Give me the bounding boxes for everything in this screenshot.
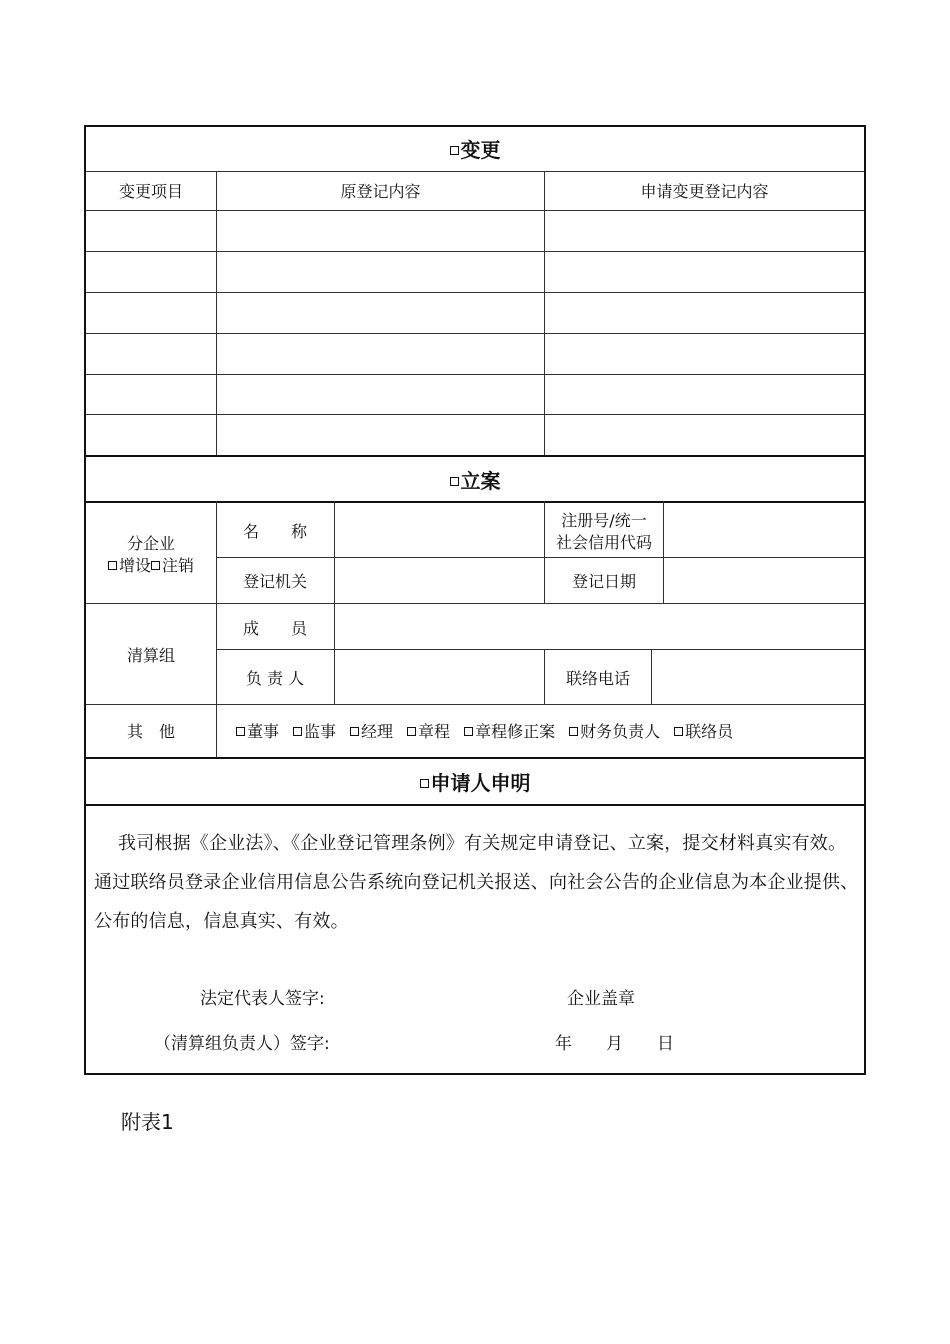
section-statement-title-text: 申请人申明 <box>430 771 531 795</box>
statement-text: 我司根据《企业法》、《企业登记管理条例》有关规定申请登记、立案，提交材料真实有效。通过联络员登录企业信用信息公告系统向登记机关报送、向社会公告的企业信息为本企业提供、公布的信息，信息真实、有效。 <box>94 833 859 932</box>
liaison-label: 联络员 <box>685 722 734 741</box>
finance-head-checkbox[interactable] <box>569 727 578 736</box>
section-filing-title-text: 立案 <box>460 469 501 493</box>
liaison-checkbox[interactable] <box>674 727 683 736</box>
liquidation-head-sign-label: （清算组负责人）签字: <box>154 1034 330 1054</box>
other-option-liaison[interactable] <box>674 722 733 741</box>
supervisor-checkbox[interactable] <box>293 727 302 736</box>
phone-label: 联络电话 <box>565 669 630 688</box>
supervisor-label: 监事 <box>304 722 337 741</box>
legal-rep-sign-label: 法定代表人签字: <box>200 989 325 1009</box>
other-options <box>236 721 747 743</box>
other-option-manager[interactable] <box>350 722 393 741</box>
change-row[interactable] <box>217 415 864 455</box>
sign-date-label: 年 月 日 <box>555 1034 674 1054</box>
reg-date-field[interactable] <box>664 558 864 603</box>
statement-checkbox[interactable] <box>420 779 429 788</box>
head-field[interactable] <box>335 650 544 703</box>
phone-field[interactable] <box>652 650 864 703</box>
branch-name-field[interactable] <box>335 502 544 557</box>
members-label: 成 员 <box>242 619 307 638</box>
header-change-item: 变更项目 <box>118 182 183 201</box>
charter-checkbox[interactable] <box>407 727 416 736</box>
seal-label: 企业盖章 <box>567 989 635 1009</box>
other-option-finance-head[interactable] <box>569 722 660 741</box>
liquidation-label: 清算组 <box>126 646 175 665</box>
branch-cancel-checkbox[interactable] <box>151 561 160 570</box>
other-label: 其 他 <box>126 722 175 741</box>
section-statement-title <box>86 769 864 797</box>
other-option-charter-amendment[interactable] <box>464 722 555 741</box>
charter-label: 章程 <box>418 722 451 741</box>
charter-amendment-label: 章程修正案 <box>475 722 556 741</box>
header-new-content: 申请变更登记内容 <box>640 182 769 201</box>
appendix-label: 附表1 <box>121 1110 174 1134</box>
director-checkbox[interactable] <box>236 727 245 736</box>
registration-form <box>84 125 866 1075</box>
head-label: 负 责 人 <box>245 669 305 688</box>
manager-label: 经理 <box>361 722 394 741</box>
section-filing-title <box>86 467 864 495</box>
branch-add-label: 增设 <box>118 556 151 575</box>
reg-date-label: 登记日期 <box>571 572 636 591</box>
change-row[interactable] <box>217 293 864 333</box>
change-row[interactable] <box>217 211 864 251</box>
reg-no-field[interactable] <box>664 502 864 557</box>
branch-cancel-label: 注销 <box>162 556 195 575</box>
finance-head-label: 财务负责人 <box>580 722 661 741</box>
branch-options <box>86 555 216 577</box>
reg-no-label-line2: 社会信用代码 <box>555 533 652 552</box>
header-original-content: 原登记内容 <box>340 182 421 201</box>
section-change-title <box>86 136 864 164</box>
charter-amendment-checkbox[interactable] <box>464 727 473 736</box>
branch-add-checkbox[interactable] <box>108 561 117 570</box>
section-change-title-text: 变更 <box>460 138 501 162</box>
filing-checkbox[interactable] <box>450 477 459 486</box>
reg-no-label-line1: 注册号/统一 <box>561 511 647 530</box>
change-checkbox[interactable] <box>450 146 459 155</box>
other-option-director[interactable] <box>236 722 279 741</box>
change-row[interactable] <box>217 252 864 292</box>
other-option-charter[interactable] <box>407 722 450 741</box>
other-option-supervisor[interactable] <box>293 722 336 741</box>
branch-name-label: 名 称 <box>242 522 307 541</box>
director-label: 董事 <box>247 722 280 741</box>
authority-field[interactable] <box>335 558 544 603</box>
change-row[interactable] <box>217 375 864 414</box>
authority-label: 登记机关 <box>242 572 307 591</box>
manager-checkbox[interactable] <box>350 727 359 736</box>
branch-label: 分企业 <box>126 534 175 553</box>
members-field[interactable] <box>335 604 864 649</box>
change-row[interactable] <box>217 334 864 374</box>
